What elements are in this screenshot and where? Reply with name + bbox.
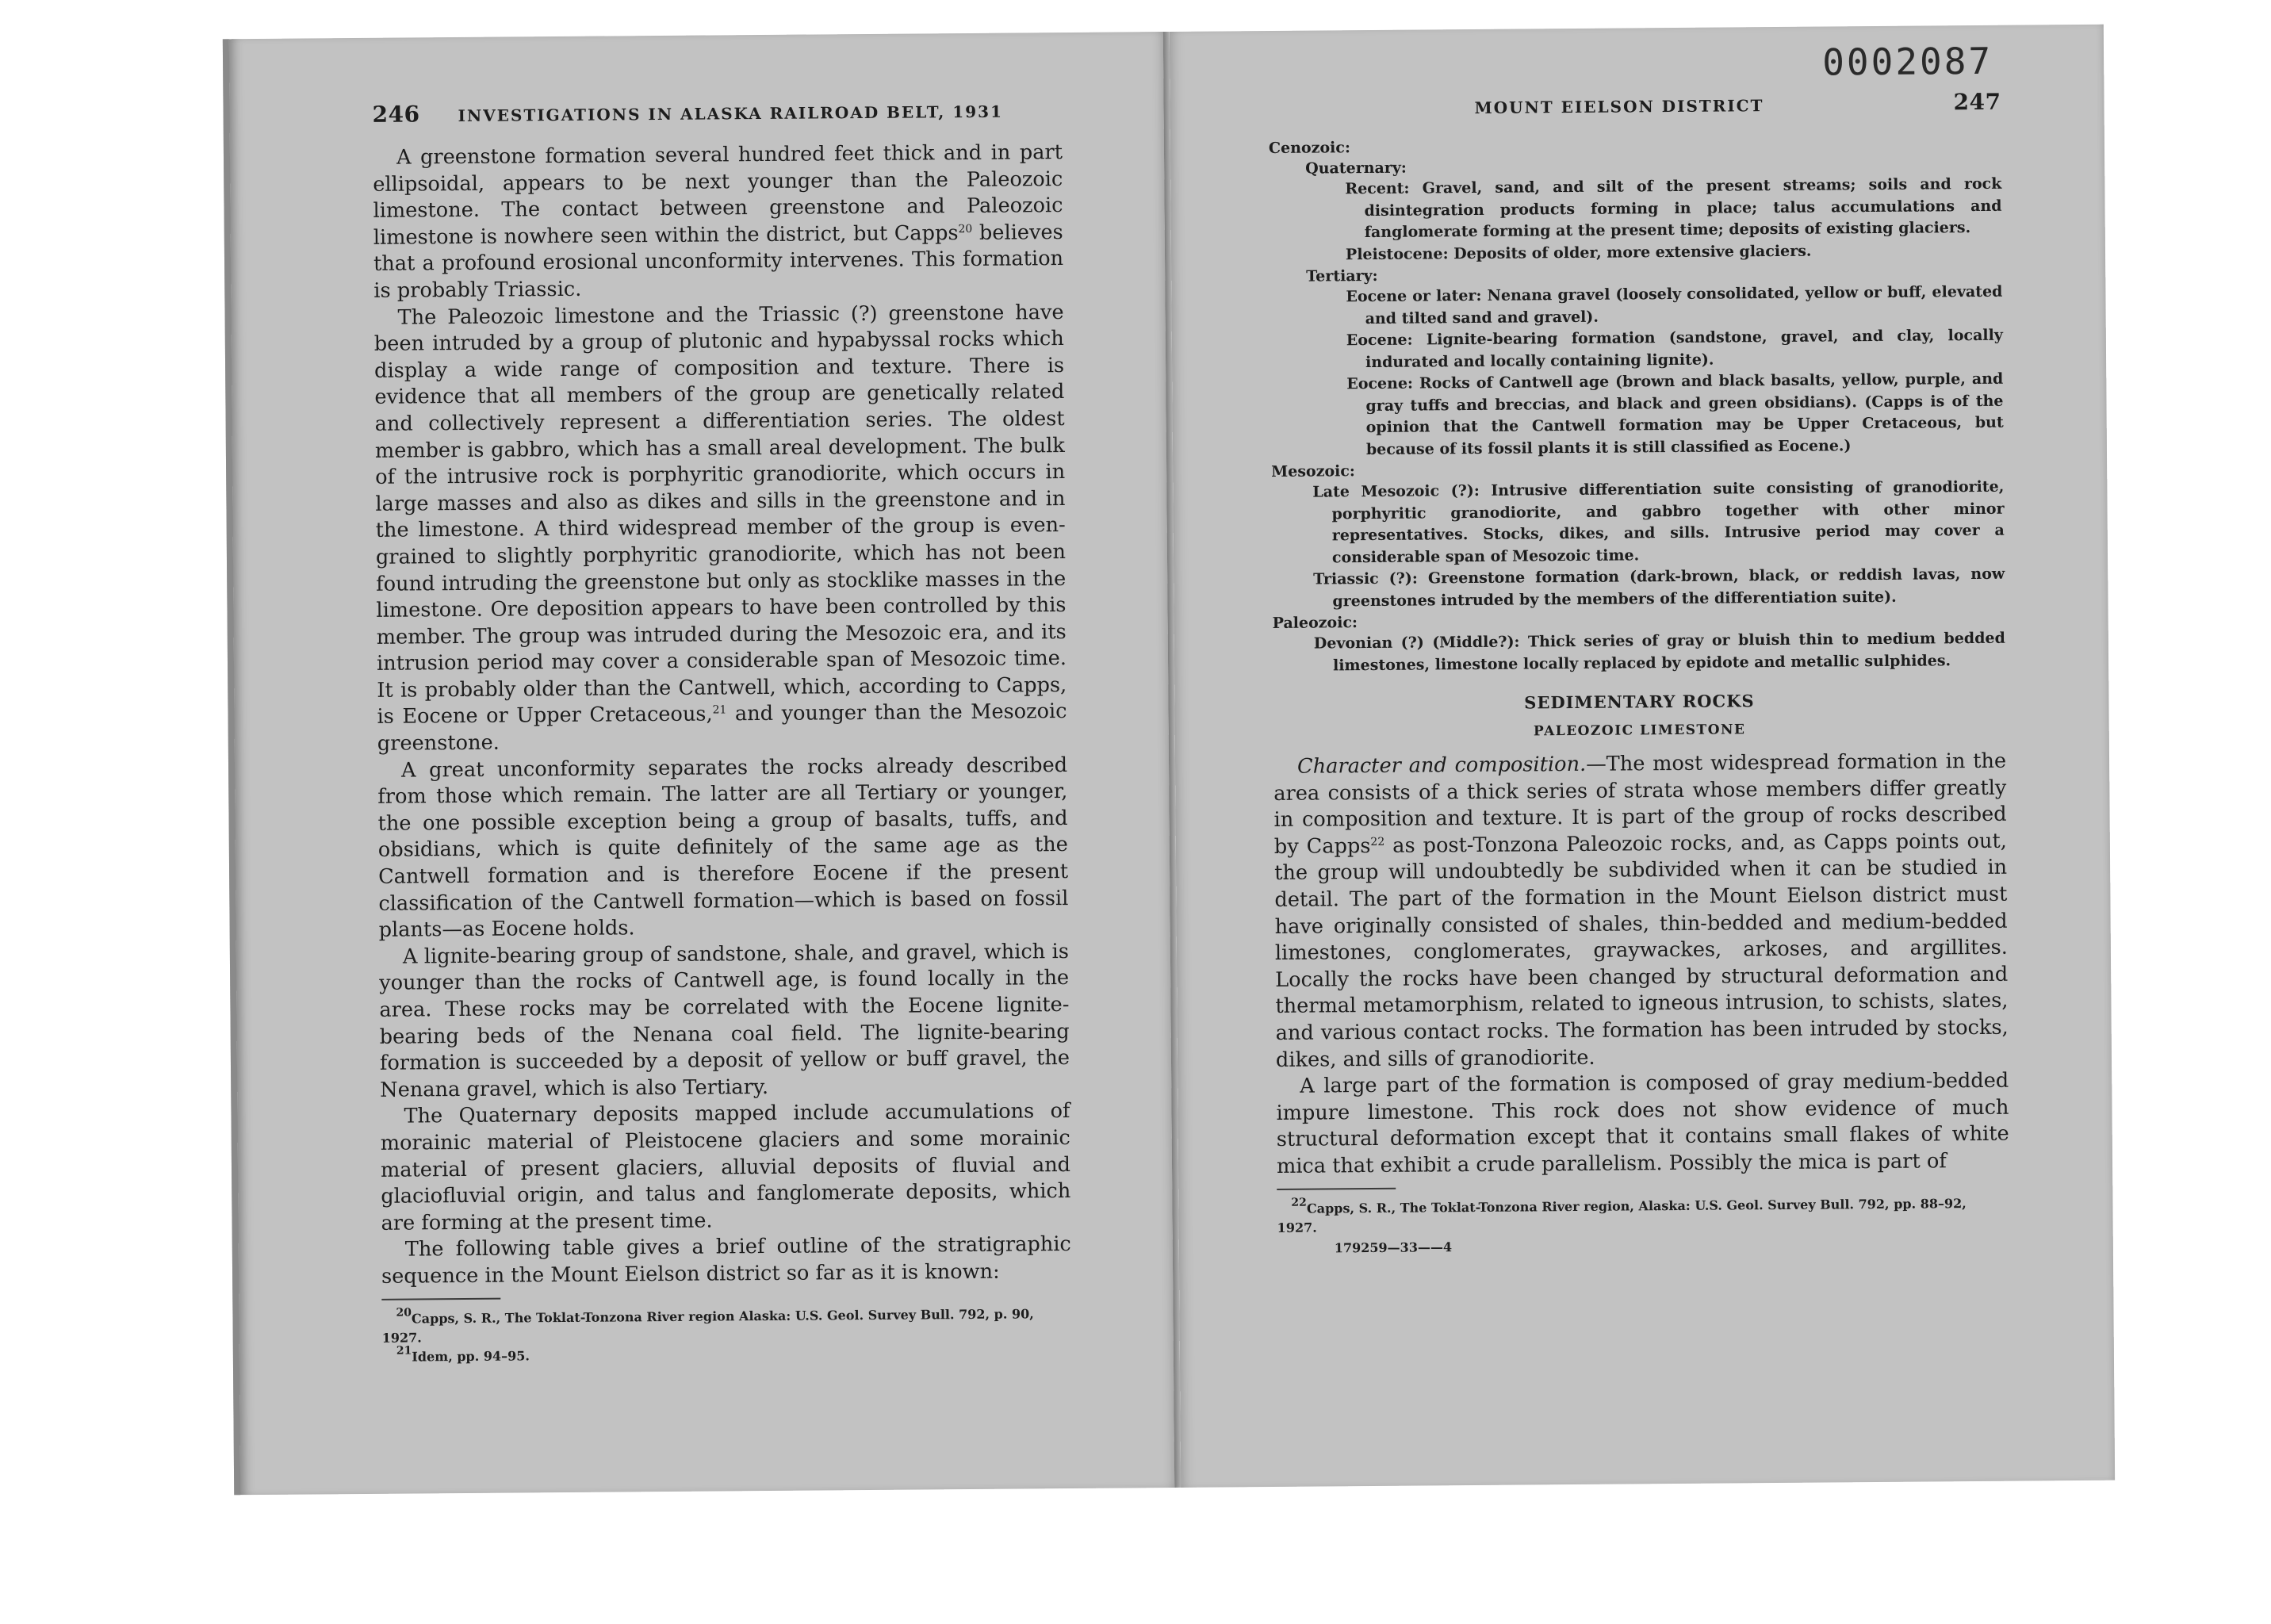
- paragraph: The Paleozoic limestone and the Triassic (?) greenstone have been intruded by a group of plutonic and hypabyssal rocks which display a wide range of composition and texture. There is evidence that all members of the group are genetically related and collectively represent a differentiation series. The oldest member is gabbro, which has a small areal development. The bulk of the intrusive rock is porphyritic granodiorite, which occurs in large masses and also as dikes and sills in the greenstone and in the limestone. A third widespread member of the group is even-grained to slightly porphyritic granodiorite, which has not been found intruding the greenstone but only as stocklike masses in the limestone. Ore deposition appears to have been controlled by this member. The group was intruded during the Mesozoic era, and its intrusion period may cover a considerable span of Mesozoic time. It is probably older than the Cantwell, which, according to Capps, is Eocene or Upper Cretaceous,$^{21}$ and younger than the Mesozoic greenstone.: [373, 300, 1067, 756]
- strat-unit: Recent: Gravel, sand, and silt of the present streams; soils and rock disintegration products forming in place; talus accumulations and fanglomerate forming at the present time; deposits of existing glaciers.: [1345, 174, 2002, 242]
- strat-unit: Eocene: Lignite-bearing formation (sandstone, gravel, and clay, locally indurated and locally containing lignite).: [1346, 326, 2003, 371]
- paragraph: A large part of the formation is composed of gray medium-bedded impure limestone. This rock does not show evidence of much structural deformation except that it contains small flakes of white mica that exhibit a crude parallelism. Possibly the mica is part of: [1276, 1068, 2009, 1178]
- left-running-title: INVESTIGATIONS IN ALASKA RAILROAD BELT, 1931: [458, 102, 1004, 126]
- strat-unit: Late Mesozoic (?): Intrusive differentiation suite consisting of granodiorite, porphyritic granodiorite, and gabbro together with other minor representatives. Stocks, dikes, and sills. Intrusive period may cover a considerable span of Mesozoic time.: [1312, 477, 2005, 566]
- strat-unit: Devonian (?) (Middle?): Thick series of gray or bluish thin to medium bedded limestones, limestone locally replaced by epidote and metallic sulphides.: [1313, 629, 2005, 674]
- footnote: $^{22}$Capps, S. R., The Toklat-Tonzona River region, Alaska: U.S. Geol. Survey Bull. 792, pp. 88–92, 1927.: [1277, 1195, 1967, 1235]
- strat-period: Tertiary:: [1306, 266, 1378, 285]
- section-heading: SEDIMENTARY ROCKS: [1524, 691, 1755, 713]
- footnote: $^{21}$Idem, pp. 94–95.: [396, 1344, 530, 1365]
- strat-unit: Triassic (?): Greenstone formation (dark-brown, black, or reddish lavas, now greenstones intruded by the members of the differentiation suite).: [1313, 565, 2005, 610]
- document-stamp: 0002087: [1822, 39, 1993, 84]
- footnote-ref: 22: [1370, 835, 1385, 848]
- stratigraphic-table: [1269, 132, 2005, 677]
- subsection-heading: PALEOZOIC LIMESTONE: [1533, 722, 1746, 740]
- footnote-divider: [381, 1297, 500, 1300]
- strat-period: Quaternary:: [1305, 159, 1407, 178]
- paragraph: A lignite-bearing group of sandstone, shale, and gravel, which is younger than the rocks of Cantwell age, is found locally in the area. These rocks may be correlated with the Eocene lignite-bearing beds of the Nenana coal field. The lignite-bearing formation is succeeded by a deposit of yellow or buff gravel, the Nenana gravel, which is also Tertiary.: [379, 939, 1070, 1102]
- footnote: $^{20}$Capps, S. R., The Toklat-Tonzona River region Alaska: U.S. Geol. Survey Bull. 792, p. 90, 1927.: [381, 1305, 1034, 1346]
- strat-unit: Pleistocene: Deposits of older, more extensive glaciers.: [1345, 242, 1812, 263]
- strat-era: Cenozoic:: [1268, 139, 1351, 157]
- paragraph: A greenstone formation several hundred feet thick and in part ellipsoidal, appears to be next younger than the Paleozoic limestone. The contact between greenstone and Paleozoic limestone is nowhere seen within the district, but Capps$^{20}$ believes that a profound erosional unconformity intervenes. This formation is probably Triassic.: [373, 140, 1064, 303]
- footnote-ref: 21: [712, 703, 727, 717]
- left-page: [223, 32, 1174, 1495]
- footnote-ref: 20: [958, 222, 973, 236]
- right-running-title: MOUNT EIELSON DISTRICT: [1474, 96, 1764, 117]
- left-page-number: 246: [372, 101, 420, 128]
- paragraph: Character and composition.—The most widespread formation in the area consists of a thick series of strata whose members differ greatly in composition and texture. It is part of the group of rocks described by Capps$^{22}$ as post-Tonzona Paleozoic rocks, and, as Capps points out, the group will undoubtedly be subdivided when it can be studied in detail. The part of the formation in the Mount Eielson district must have originally consisted of shales, thin-bedded and medium-bedded limestones, conglomerates, graywackes, arkoses, and argillites. Locally the rocks have been changed by structural deformation and thermal metamorphism, related to igneous intrusion, to schists, slates, and various contact rocks. The formation has been intruded by stocks, dikes, and sills of granodiorite.: [1273, 749, 2009, 1072]
- paragraph-lead: Character and composition.: [1296, 752, 1587, 779]
- strat-era: Paleozoic:: [1272, 614, 1358, 632]
- strat-unit: Eocene: Rocks of Cantwell age (brown and black basalts, yellow, purple, and gray tuffs and breccias, and black and green obsidians). (Capps is of the opinion that the Cantwell formation may be Upper Cretaceous, but because of its fossil plants it is still classified as Eocene.): [1346, 370, 2004, 458]
- paragraph: The following table gives a brief outline of the stratigraphic sequence in the Mount Eielson district so far as it is known:: [381, 1232, 1071, 1289]
- book-spread: [223, 25, 2115, 1496]
- strat-unit: Eocene or later: Nenana gravel (loosely consolidated, yellow or buff, elevated and tilted sand and gravel).: [1346, 282, 2003, 327]
- paragraph: A great unconformity separates the rocks already described from those which remain. The latter are all Tertiary or younger, the one possible exception being a group of basalts, tuffs, and obsidians, which is quite definitely of the same age as the Cantwell formation and is therefore Eocene if the present classification of the Cantwell formation—which is based on fossil plants—as Eocene holds.: [377, 753, 1069, 943]
- strat-era: Mesozoic:: [1271, 462, 1356, 481]
- right-running-head: [1268, 89, 2001, 121]
- right-page: [1170, 25, 2115, 1488]
- catalog-number: 179259—33——4: [1334, 1239, 1453, 1255]
- left-running-head: [372, 96, 1062, 128]
- right-page-number: 247: [1953, 88, 2001, 116]
- paragraph: The Quaternary deposits mapped include accumulations of morainic material of Pleistocene glaciers and some morainic material of present glaciers, alluvial deposits of fluvial and glaciofluvial origin, and talus and fanglomerate deposits, which are forming at the present time.: [380, 1099, 1071, 1235]
- footnote-divider: [1277, 1187, 1396, 1189]
